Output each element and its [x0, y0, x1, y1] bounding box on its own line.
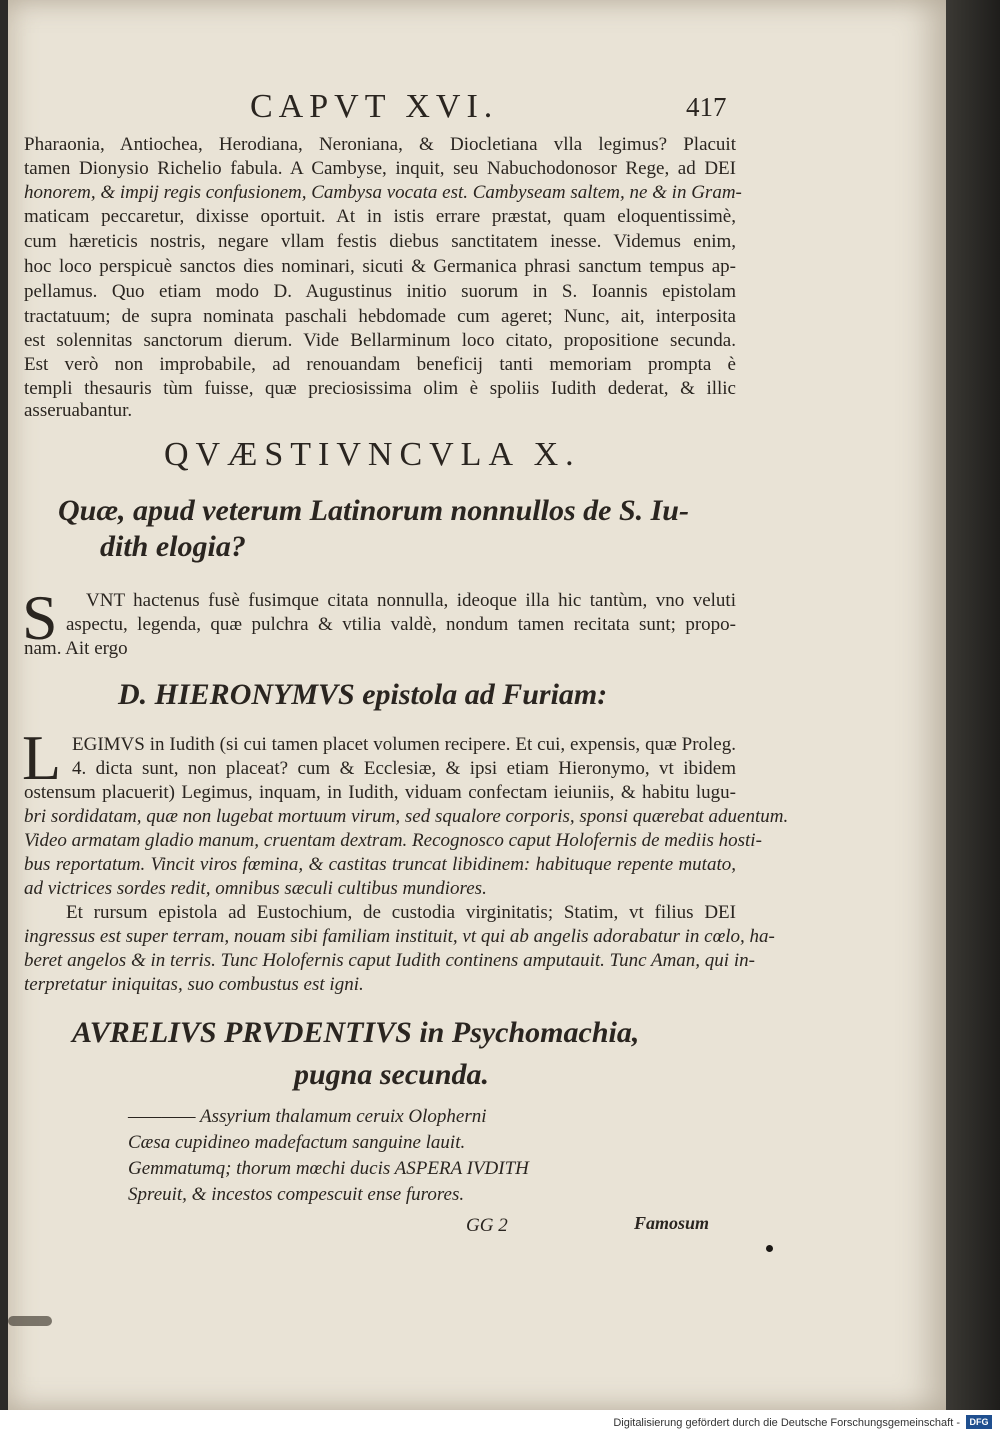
- text-line: est solennitas sanctorum dierum. Vide Bellarminum loco citato, propositione secunda.: [24, 330, 736, 351]
- text-line: maticam peccaretur, dixisse oportuit. At in istis errare præstat, quam eloquentissimè,: [24, 206, 736, 227]
- text-line: ingressus est super terram, nouam sibi familiam instituit, vt qui ab angelis adorabatur in cœlo, ha-: [24, 926, 775, 947]
- text-line: ostensum placuerit) Legimus, inquam, in Iudith, viduam confectam ieiuniis, & habitu lugu-: [24, 782, 736, 803]
- question-subtitle: Quæ, apud veterum Latinorum nonnullos de S. Iu-: [58, 494, 689, 527]
- ink-dot: [766, 1245, 773, 1252]
- text-line: beret angelos & in terris. Tunc Holofernis caput Iudith continens amputauit. Tunc Aman, qui in-: [24, 950, 755, 971]
- text-line: bus reportatum. Vincit viros fœmina, & castitas truncat libidinem: habituque repente mutato,: [24, 854, 736, 875]
- text-line: VNT hactenus fusè fusimque citata nonnulla, ideoque illa hic tantùm, vno veluti: [86, 590, 736, 611]
- page-number: 417: [686, 92, 727, 122]
- section-heading: D. HIERONYMVS epistola ad Furiam:: [118, 678, 608, 711]
- verse-line: ———— Assyrium thalamum ceruix Olopherni: [128, 1106, 487, 1127]
- text-line: nam. Ait ergo: [24, 638, 128, 659]
- verse-line: Cæsa cupidineo madefactum sanguine lauit.: [128, 1132, 466, 1153]
- text-line: cum hæreticis nostris, negare vllam festis diebus sanctitatem inesse. Videmus enim,: [24, 231, 736, 252]
- question-subtitle: dith elogia?: [100, 530, 246, 563]
- running-header: CAPVT XVI.: [250, 88, 499, 125]
- text-line: aspectu, legenda, quæ pulchra & vtilia valdè, nondum tamen recitata sunt; propo-: [66, 614, 736, 635]
- text-line: templi thesauris tùm fuisse, quæ preciosissima olim è spoliis Iudith dederat, & illic: [24, 378, 736, 399]
- text-line: Pharaonia, Antiochea, Herodiana, Neroniana, & Diocletiana vlla legimus? Placuit: [24, 134, 736, 155]
- text-line: 4. dicta sunt, non placeat? cum & Ecclesiæ, & ipsi etiam Hieronymo, vt ibidem: [72, 758, 736, 779]
- text-line: Est verò non improbabile, ad renouandam beneficij tanti memoriam prompta è: [24, 354, 736, 375]
- text-line: hoc loco perspicuè sanctos dies nominari, sicuti & Germanica phrasi sanctum tempus ap-: [24, 256, 736, 277]
- text-line: Et rursum epistola ad Eustochium, de custodia virginitatis; Statim, vt filius DEI: [66, 902, 736, 923]
- text-line: ad victrices sordes redit, omnibus sæculi cultibus mundiores.: [24, 878, 487, 899]
- text-line: pellamus. Quo etiam modo D. Augustinus initio suorum in S. Ioannis epistolam: [24, 281, 736, 302]
- verse-line: Gemmatumq; thorum mœchi ducis ASPERA IVDITH: [128, 1158, 529, 1179]
- section-heading: pugna secunda.: [294, 1058, 490, 1091]
- scan-edge: [946, 0, 1000, 1410]
- text-line: tractatuum; de supra nominata paschali hebdomade cum ageret; Nunc, ait, interposita: [24, 306, 736, 327]
- catchword: Famosum: [634, 1213, 710, 1233]
- signature-mark: GG 2: [466, 1215, 508, 1236]
- dfg-logo: DFG: [966, 1415, 992, 1429]
- ink-smudge: [8, 1316, 52, 1326]
- question-title: QVÆSTIVNCVLA X.: [164, 436, 581, 473]
- text-line: bri sordidatam, quæ non lugebat mortuum virum, sed squalore corporis, sponsi quærebat aduentum.: [24, 806, 789, 827]
- text-line: honorem, & impij regis confusionem, Cambysa vocata est. Cambyseam saltem, ne & in Gram-: [24, 182, 742, 203]
- drop-cap: L: [22, 722, 62, 793]
- text-line: Video armatam gladio manum, cruentam dextram. Recognosco caput Holofernis de mediis hosti-: [24, 830, 762, 851]
- drop-cap: S: [22, 582, 58, 653]
- section-heading: AVRELIVS PRVDENTIVS in Psychomachia,: [72, 1016, 640, 1049]
- text-line: terpretatur iniquitas, suo combustus est igni.: [24, 974, 364, 995]
- verse-line: Spreuit, & incestos compescuit ense furores.: [128, 1184, 465, 1205]
- text-line: EGIMVS in Iudith (si cui tamen placet volumen recipere. Et cui, expensis, quæ Proleg.: [72, 734, 736, 755]
- footer-credit: Digitalisierung gefördert durch die Deutsche Forschungsgemeinschaft -: [613, 1417, 960, 1429]
- text-line: tamen Dionysio Richelio fabula. A Cambyse, inquit, seu Nabuchodonosor Rege, ad DEI: [24, 158, 736, 179]
- text-line: asseruabantur.: [24, 400, 133, 421]
